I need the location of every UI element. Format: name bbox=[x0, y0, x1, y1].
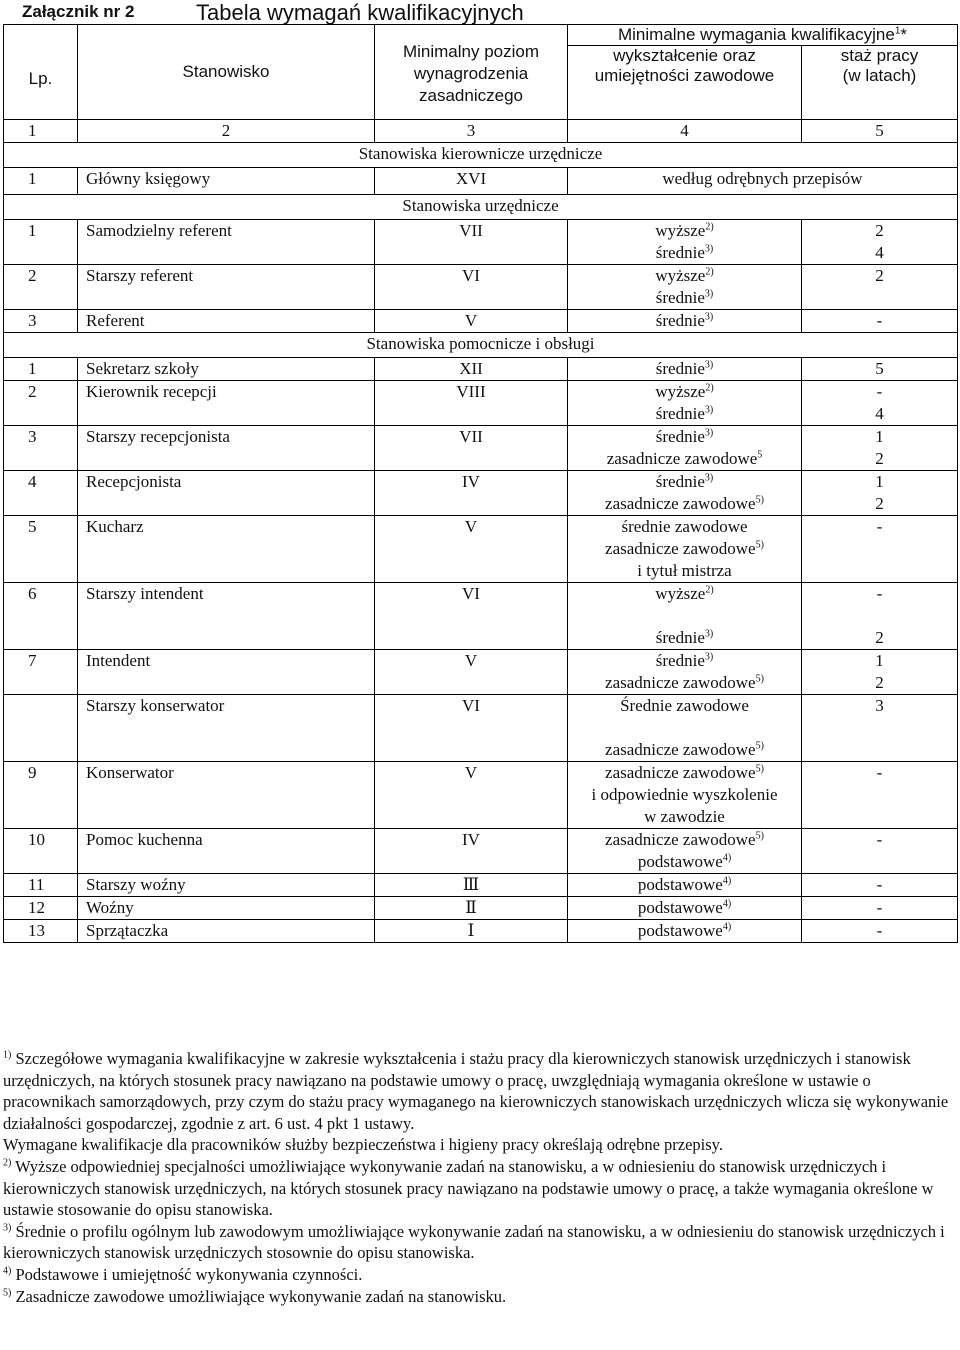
experience-line: 4 bbox=[875, 243, 884, 262]
education-line-text: wyższe bbox=[655, 221, 706, 240]
experience-line: - bbox=[876, 898, 883, 917]
row-education bbox=[568, 471, 802, 516]
row-lp: 2 bbox=[4, 381, 78, 426]
row-lp: 3 bbox=[4, 426, 78, 471]
annex-label: Załącznik nr 2 bbox=[22, 2, 135, 21]
row-experience bbox=[802, 874, 958, 897]
education-line bbox=[568, 358, 801, 380]
row-position: Woźny bbox=[78, 897, 375, 920]
table-row bbox=[4, 310, 958, 333]
row-grade: V bbox=[375, 650, 568, 695]
row-lp: 11 bbox=[4, 874, 78, 897]
education-line-sup: 4) bbox=[722, 875, 732, 887]
row-position: Starszy woźny bbox=[78, 874, 375, 897]
education-line-sup: 3) bbox=[704, 288, 714, 300]
experience-line bbox=[802, 287, 957, 309]
education-line-text: zasadnicze zawodowe bbox=[605, 494, 756, 513]
education-line bbox=[568, 583, 801, 605]
row-position: Kierownik recepcji bbox=[78, 381, 375, 426]
education-line-sup: 5) bbox=[755, 494, 764, 506]
experience-line: - bbox=[876, 763, 883, 782]
education-line-text: średnie bbox=[655, 311, 705, 330]
row-position: Kucharz bbox=[78, 516, 375, 583]
row-grade: VIII bbox=[375, 381, 568, 426]
header-experience: staż pracy (w latach) bbox=[802, 46, 958, 120]
experience-line: 4 bbox=[875, 404, 884, 423]
education-line bbox=[568, 310, 801, 332]
education-line-text: w zawodzie bbox=[644, 807, 725, 826]
row-education bbox=[568, 762, 802, 829]
column-numbers-row bbox=[4, 120, 958, 143]
education-line-text: wyższe bbox=[655, 266, 706, 285]
education-line-sup: 2) bbox=[705, 584, 714, 596]
experience-line: 2 bbox=[875, 221, 884, 240]
row-lp: 10 bbox=[4, 829, 78, 874]
education-line-text: Średnie zawodowe bbox=[620, 696, 749, 715]
row-education bbox=[568, 358, 802, 381]
table-row bbox=[4, 920, 958, 943]
footnote-text: Szczegółowe wymagania kwalifikacyjne w zakresie wykształcenia i stażu pracy dla kierowniczych stanowisk urzędniczych i stanowisk urzędniczych, na których stosunek pracy nawiązano na podstawie umowy o pracę, uwzględniają wymagania określone w ustawie o pracownikach samorządowych, przy czym do stażu pracy wymaganego na kierowniczych stanowiskach urzędniczych wlicza się wykonywanie działalności gospodarczej, zgodnie z art. 6 ust. 4 pkt 1 ustawy. bbox=[3, 1049, 949, 1133]
row-position: Sekretarz szkoły bbox=[78, 358, 375, 381]
table-row bbox=[4, 358, 958, 381]
row-grade: VI bbox=[375, 583, 568, 650]
table-row bbox=[4, 874, 958, 897]
experience-line: - bbox=[876, 311, 883, 330]
education-line-text: i odpowiednie wyszkolenie bbox=[591, 785, 778, 804]
row-position: Starszy intendent bbox=[78, 583, 375, 650]
footnote bbox=[3, 1156, 953, 1221]
education-line bbox=[568, 806, 801, 828]
education-line bbox=[568, 874, 801, 896]
row-position: Starszy referent bbox=[78, 265, 375, 310]
experience-line: 2 bbox=[875, 494, 884, 513]
education-line bbox=[568, 381, 801, 403]
table-row bbox=[4, 762, 958, 829]
row-education bbox=[568, 695, 802, 762]
footnote-text: Wyższe odpowiedniej specjalności umożliwiające wykonywanie zadań na stanowisku, a w odniesieniu do stanowisk urzędniczych i kierowniczych stanowisk urzędniczych, na których stosunek pracy nawiązano na podstawie umowy o pracę, a także wymagania określone w ustawie stosowanie do opisu stanowiska. bbox=[3, 1156, 934, 1220]
row-education bbox=[568, 516, 802, 583]
section-title: Stanowiska kierownicze urzędnicze bbox=[4, 143, 958, 168]
experience-line bbox=[802, 605, 957, 627]
row-position: Starszy recepcjonista bbox=[78, 426, 375, 471]
column-number-2: 2 bbox=[78, 120, 375, 143]
header-education: wykształcenie oraz umiejętności zawodowe bbox=[568, 46, 802, 120]
row-experience bbox=[802, 920, 958, 943]
education-line-text: średnie bbox=[655, 359, 705, 378]
table-row bbox=[4, 426, 958, 471]
footnote-marker: 2) bbox=[3, 1157, 12, 1169]
footnote-text: Zasadnicze zawodowe umożliwiające wykonywanie zadań na stanowisku. bbox=[15, 1286, 507, 1306]
education-line-sup: 3) bbox=[704, 404, 714, 416]
education-line bbox=[568, 516, 801, 538]
education-line-text: podstawowe bbox=[637, 875, 723, 894]
education-line bbox=[568, 851, 801, 873]
row-experience bbox=[802, 650, 958, 695]
education-line-text: średnie bbox=[655, 651, 705, 670]
education-line bbox=[568, 403, 801, 425]
section-row bbox=[4, 143, 958, 168]
row-grade: VII bbox=[375, 426, 568, 471]
footnote-marker: 4) bbox=[3, 1265, 12, 1277]
education-line-text: podstawowe bbox=[637, 898, 723, 917]
row-education bbox=[568, 897, 802, 920]
education-line-text: wyższe bbox=[655, 382, 706, 401]
row-grade: VI bbox=[375, 695, 568, 762]
row-education bbox=[568, 583, 802, 650]
education-line bbox=[568, 627, 801, 649]
row-experience bbox=[802, 381, 958, 426]
education-line-sup: 3) bbox=[704, 427, 714, 439]
row-education bbox=[568, 650, 802, 695]
row-grade: Ⅰ bbox=[375, 920, 568, 943]
experience-line: 3 bbox=[875, 696, 884, 715]
row-education bbox=[568, 265, 802, 310]
education-line-text: zasadnicze zawodowe bbox=[605, 763, 756, 782]
row-education bbox=[568, 829, 802, 874]
row-lp: 3 bbox=[4, 310, 78, 333]
row-lp: 1 bbox=[4, 168, 78, 195]
row-experience bbox=[802, 220, 958, 265]
experience-line: - bbox=[876, 830, 883, 849]
education-line bbox=[568, 426, 801, 448]
education-line-text: wyższe bbox=[655, 584, 706, 603]
table-row bbox=[4, 829, 958, 874]
education-line bbox=[568, 471, 801, 493]
experience-line: 2 bbox=[875, 628, 884, 647]
education-line bbox=[568, 220, 801, 242]
education-line bbox=[568, 920, 801, 942]
row-lp: 2 bbox=[4, 265, 78, 310]
education-line bbox=[568, 605, 801, 627]
table-row bbox=[4, 650, 958, 695]
row-lp: 1 bbox=[4, 358, 78, 381]
section-row bbox=[4, 333, 958, 358]
row-experience bbox=[802, 358, 958, 381]
row-lp: 7 bbox=[4, 650, 78, 695]
education-line-text: zasadnicze zawodowe bbox=[605, 673, 756, 692]
row-experience bbox=[802, 695, 958, 762]
education-line bbox=[568, 493, 801, 515]
footnote-text: Wymagane kwalifikacje dla pracowników służby bezpieczeństwa i higieny pracy określają odrębne przepisy. bbox=[3, 1135, 723, 1155]
row-education bbox=[568, 920, 802, 943]
education-line-text: średnie bbox=[655, 404, 705, 423]
education-line-sup: 3) bbox=[704, 243, 714, 255]
table-header-row bbox=[4, 25, 958, 46]
row-grade: Ⅱ bbox=[375, 897, 568, 920]
education-line-text: średnie bbox=[655, 288, 705, 307]
table-row bbox=[4, 471, 958, 516]
education-line-text: zasadnicze zawodowe bbox=[605, 539, 756, 558]
row-experience bbox=[802, 829, 958, 874]
footnote bbox=[3, 1221, 953, 1264]
row-grade: XVI bbox=[375, 168, 568, 195]
education-line-sup: 2) bbox=[705, 221, 714, 233]
row-grade: VII bbox=[375, 220, 568, 265]
education-line-sup: 2) bbox=[705, 382, 714, 394]
education-line bbox=[568, 762, 801, 784]
footnote-text: Średnie o profilu ogólnym lub zawodowym umożliwiające wykonywanie zadań na stanowisku, a w odniesieniu do stanowisk urzędniczych i kierowniczych stanowisk urzędniczych stosownie do opisu stanowiska. bbox=[3, 1221, 945, 1263]
education-line bbox=[568, 650, 801, 672]
education-line bbox=[568, 739, 801, 761]
row-grade: V bbox=[375, 310, 568, 333]
row-grade: V bbox=[375, 516, 568, 583]
header-salary: Minimalny poziom wynagrodzenia zasadniczego bbox=[375, 25, 568, 120]
table-row bbox=[4, 897, 958, 920]
document-title: Tabela wymagań kwalifikacyjnych bbox=[196, 0, 524, 25]
education-line-text: zasadnicze zawodowe bbox=[605, 830, 756, 849]
row-experience bbox=[802, 310, 958, 333]
row-lp bbox=[4, 695, 78, 762]
row-lp: 1 bbox=[4, 220, 78, 265]
row-grade: IV bbox=[375, 471, 568, 516]
header-min-requirements: Minimalne wymagania kwalifikacyjne$^1$* bbox=[568, 25, 958, 46]
row-education bbox=[568, 220, 802, 265]
education-line bbox=[568, 672, 801, 694]
education-line bbox=[568, 717, 801, 739]
column-number-3: 3 bbox=[375, 120, 568, 143]
row-position: Sprzątaczka bbox=[78, 920, 375, 943]
row-lp: 12 bbox=[4, 897, 78, 920]
section-title: Stanowiska pomocnicze i obsługi bbox=[4, 333, 958, 358]
education-line bbox=[568, 242, 801, 264]
education-line-text: średnie bbox=[655, 243, 705, 262]
table-row bbox=[4, 695, 958, 762]
row-position: Konserwator bbox=[78, 762, 375, 829]
footnote bbox=[3, 1286, 953, 1308]
experience-line: 2 bbox=[875, 266, 884, 285]
footnote bbox=[3, 1048, 953, 1134]
row-experience bbox=[802, 897, 958, 920]
education-line-sup: 5) bbox=[755, 539, 764, 551]
row-experience bbox=[802, 516, 958, 583]
row-lp: 5 bbox=[4, 516, 78, 583]
row-education bbox=[568, 310, 802, 333]
experience-line: 1 bbox=[875, 427, 884, 446]
education-line bbox=[568, 560, 801, 582]
row-grade: VI bbox=[375, 265, 568, 310]
experience-line: 5 bbox=[875, 359, 884, 378]
experience-line: 2 bbox=[875, 449, 884, 468]
education-line-sup: 5 bbox=[757, 449, 763, 461]
education-line-text: średnie bbox=[655, 427, 705, 446]
education-line-sup: 5) bbox=[755, 673, 764, 685]
column-number-1: 1 bbox=[4, 120, 78, 143]
education-line bbox=[568, 287, 801, 309]
footnote-text: Podstawowe i umiejętność wykonywania czynności. bbox=[15, 1264, 363, 1284]
education-line bbox=[568, 897, 801, 919]
education-line bbox=[568, 695, 801, 717]
experience-line: - bbox=[876, 875, 883, 894]
education-line bbox=[568, 265, 801, 287]
experience-line: 1 bbox=[875, 651, 884, 670]
education-line-text: podstawowe bbox=[637, 852, 723, 871]
row-position: Recepcjonista bbox=[78, 471, 375, 516]
row-grade: V bbox=[375, 762, 568, 829]
row-experience bbox=[802, 583, 958, 650]
footnote-marker: 1) bbox=[3, 1049, 12, 1061]
row-position: Pomoc kuchenna bbox=[78, 829, 375, 874]
education-line-sup: 2) bbox=[705, 266, 714, 278]
education-line-sup: 3) bbox=[704, 472, 714, 484]
footnote bbox=[3, 1134, 953, 1156]
row-experience bbox=[802, 426, 958, 471]
row-grade: Ⅲ bbox=[375, 874, 568, 897]
row-position: Główny księgowy bbox=[78, 168, 375, 195]
experience-line: - bbox=[876, 584, 883, 603]
education-line-sup: 3) bbox=[704, 628, 714, 640]
header-lp: Lp. bbox=[4, 25, 78, 120]
section-row bbox=[4, 195, 958, 220]
education-line-sup: 3) bbox=[704, 359, 714, 371]
education-line-text: średnie bbox=[655, 472, 705, 491]
row-position: Referent bbox=[78, 310, 375, 333]
education-line bbox=[568, 784, 801, 806]
education-line-sup: 3) bbox=[704, 311, 714, 323]
experience-line: - bbox=[876, 921, 883, 940]
experience-line: 2 bbox=[875, 673, 884, 692]
education-line-text: średnie bbox=[655, 628, 705, 647]
education-line-text: zasadnicze zawodowe bbox=[605, 740, 756, 759]
experience-line: 1 bbox=[875, 472, 884, 491]
header-position: Stanowisko bbox=[78, 25, 375, 120]
education-line-sup: 5) bbox=[755, 763, 764, 775]
column-number-4: 4 bbox=[568, 120, 802, 143]
row-position: Intendent bbox=[78, 650, 375, 695]
education-line-sup: 4) bbox=[722, 898, 732, 910]
row-education bbox=[568, 874, 802, 897]
row-grade: XII bbox=[375, 358, 568, 381]
table-row bbox=[4, 220, 958, 265]
education-line-text: i tytuł mistrza bbox=[637, 561, 732, 580]
row-lp: 9 bbox=[4, 762, 78, 829]
row-experience bbox=[802, 265, 958, 310]
education-line bbox=[568, 538, 801, 560]
row-lp: 13 bbox=[4, 920, 78, 943]
education-line-sup: 5) bbox=[755, 830, 764, 842]
row-education bbox=[568, 426, 802, 471]
requirements-table bbox=[3, 24, 958, 943]
experience-line: - bbox=[876, 517, 883, 536]
table-row bbox=[4, 381, 958, 426]
row-grade: IV bbox=[375, 829, 568, 874]
footnote-marker: 3) bbox=[3, 1222, 12, 1234]
experience-line: - bbox=[876, 382, 883, 401]
table-row bbox=[4, 265, 958, 310]
column-number-5: 5 bbox=[802, 120, 958, 143]
education-line-sup: 3) bbox=[704, 651, 714, 663]
footnote-marker: 5) bbox=[3, 1287, 12, 1299]
table-row bbox=[4, 583, 958, 650]
section-title: Stanowiska urzędnicze bbox=[4, 195, 958, 220]
education-line bbox=[568, 829, 801, 851]
row-lp: 6 bbox=[4, 583, 78, 650]
education-line-text: zasadnicze zawodowe bbox=[606, 449, 758, 468]
table-row bbox=[4, 168, 958, 195]
education-line-text: podstawowe bbox=[637, 921, 723, 940]
row-experience bbox=[802, 762, 958, 829]
row-lp: 4 bbox=[4, 471, 78, 516]
row-position: Starszy konserwator bbox=[78, 695, 375, 762]
row-merged-requirements: według odrębnych przepisów bbox=[568, 168, 958, 195]
table-row bbox=[4, 516, 958, 583]
education-line-sup: 5) bbox=[755, 740, 764, 752]
footnote bbox=[3, 1264, 953, 1286]
footnotes bbox=[3, 1048, 953, 1307]
education-line-sup: 4) bbox=[722, 852, 732, 864]
row-position: Samodzielny referent bbox=[78, 220, 375, 265]
education-line-sup: 4) bbox=[722, 921, 732, 933]
education-line-text: średnie zawodowe bbox=[621, 517, 748, 536]
education-line bbox=[568, 448, 801, 470]
row-experience bbox=[802, 471, 958, 516]
row-education bbox=[568, 381, 802, 426]
